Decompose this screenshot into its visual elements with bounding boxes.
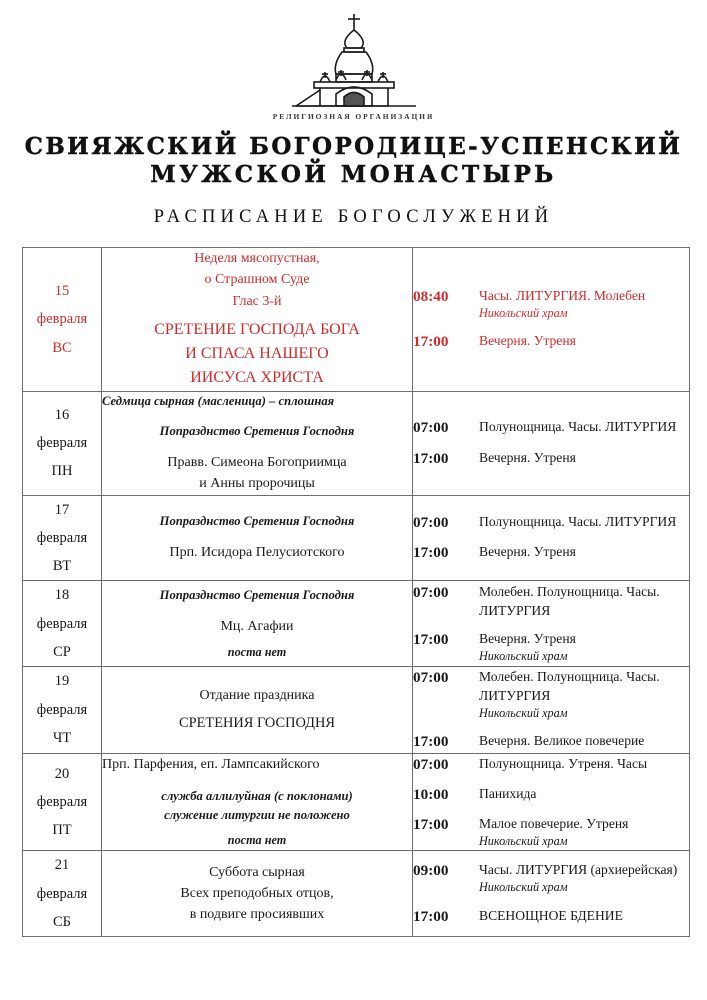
description-line: о Страшном Суде — [204, 272, 310, 288]
service-location: Никольский храм — [479, 306, 568, 321]
description-line: Глас 3-й — [232, 293, 282, 309]
description-line: Прп. Парфения, еп. Лампсакийского — [102, 757, 320, 773]
description-cell — [102, 248, 413, 392]
date-dow: ВС — [52, 339, 72, 356]
services-cell — [413, 667, 690, 753]
service-line: Часы. ЛИТУРГИЯ. Молебен — [479, 288, 646, 304]
date-dow: ЧТ — [52, 729, 72, 746]
service-entry — [413, 731, 689, 752]
service-line: Вечерня. Утреня — [479, 449, 576, 465]
description-cell — [102, 581, 413, 667]
date-day: 20 — [54, 765, 70, 782]
service-line: Вечерня. Великое повечерие — [479, 733, 645, 749]
service-line: Панихида — [479, 785, 537, 801]
service-description — [479, 814, 689, 850]
service-line: Часы. ЛИТУРГИЯ (архиерейская) — [479, 862, 678, 878]
description-line: Седмица сырная (масленица) – сплошная — [102, 393, 335, 408]
service-entry — [413, 331, 689, 352]
table-row — [23, 753, 690, 851]
service-entry — [413, 417, 689, 438]
description-line: Мц. Агафии — [220, 618, 294, 634]
service-time: 07:00 — [413, 419, 449, 437]
service-description — [479, 417, 689, 436]
service-description — [479, 731, 689, 750]
description-line: служба аллилуйная (с поклонами) — [161, 788, 353, 803]
service-description — [479, 512, 689, 531]
logo-block — [0, 0, 707, 121]
service-description — [479, 331, 689, 350]
service-location: Никольский храм — [479, 649, 568, 664]
description-cell — [102, 753, 413, 851]
date-cell — [23, 495, 102, 581]
service-time: 08:40 — [413, 288, 449, 306]
service-time: 17:00 — [413, 544, 449, 562]
description-line: ИИСУСА ХРИСТА — [190, 369, 324, 387]
description-cell — [102, 667, 413, 753]
service-schedule-table — [22, 247, 690, 937]
table-row — [23, 391, 690, 495]
service-line: Полунощница. Часы. ЛИТУРГИЯ — [479, 514, 677, 530]
services-cell — [413, 391, 690, 495]
date-dow: ВТ — [52, 558, 72, 575]
description-line: Всех преподобных отцов, — [180, 886, 334, 901]
table-row — [23, 581, 690, 667]
description-line: в подвиге просиявших — [189, 907, 325, 923]
date-month: февраля — [36, 793, 88, 810]
table-row — [23, 667, 690, 753]
service-time: 07:00 — [413, 669, 449, 687]
services-cell — [413, 248, 690, 392]
date-cell — [23, 753, 102, 851]
service-description — [479, 754, 689, 773]
service-description — [479, 906, 689, 925]
date-month: февраля — [36, 701, 88, 718]
service-entry — [413, 667, 689, 722]
table-row — [23, 851, 690, 937]
service-entry — [413, 512, 689, 533]
service-line: Полунощница. Утреня. Часы — [479, 755, 648, 771]
schedule-subtitle: РАСПИСАНИЕ БОГОСЛУЖЕНИЙ — [153, 207, 554, 228]
date-day: 17 — [54, 501, 70, 518]
date-month: февраля — [36, 311, 88, 328]
service-time: 10:00 — [413, 785, 449, 803]
services-cell — [413, 495, 690, 581]
service-description — [479, 286, 689, 322]
description-line: поста нет — [227, 832, 287, 847]
service-entry — [413, 542, 689, 563]
service-time: 07:00 — [413, 514, 449, 532]
service-line: Вечерня. Утреня — [479, 631, 576, 647]
description-line: служение литургии не положено — [164, 807, 350, 822]
service-line: Малое повечерие. Утреня — [479, 816, 629, 832]
table-row — [23, 248, 690, 392]
title-line-2: МУЖСКОЙ МОНАСТЫРЬ — [150, 161, 557, 189]
service-line: Молебен. Полунощница. Часы. — [479, 669, 660, 685]
date-month: февраля — [36, 615, 88, 632]
logo-caption: РЕЛИГИОЗНАЯ ОРГАНИЗАЦИЯ — [272, 112, 435, 121]
service-description — [479, 629, 689, 665]
service-line: Вечерня. Утреня — [479, 333, 576, 349]
date-cell — [23, 667, 102, 753]
service-time: 17:00 — [413, 733, 449, 751]
service-description — [479, 667, 689, 722]
date-dow: ПТ — [52, 822, 72, 839]
service-time: 17:00 — [413, 449, 449, 467]
service-entry — [413, 814, 689, 850]
table-row — [23, 495, 690, 581]
service-time: 07:00 — [413, 755, 449, 773]
monastery-church-icon — [284, 10, 424, 110]
description-line: поста нет — [227, 645, 287, 660]
services-cell — [413, 851, 690, 937]
date-dow: ПН — [51, 463, 73, 480]
service-entry — [413, 906, 689, 927]
service-time: 09:00 — [413, 862, 449, 880]
service-description — [479, 542, 689, 561]
description-line: СРЕТЕНИЕ ГОСПОДА БОГА — [154, 320, 360, 338]
date-day: 21 — [54, 857, 70, 874]
date-dow: СР — [53, 643, 71, 660]
service-time: 07:00 — [413, 584, 449, 602]
service-entry — [413, 629, 689, 665]
service-line: ЛИТУРГИЯ — [479, 688, 551, 704]
date-month: февраля — [36, 435, 88, 451]
date-cell — [23, 581, 102, 667]
service-time: 17:00 — [413, 907, 449, 925]
services-cell — [413, 753, 690, 851]
description-line: Отдание праздника — [199, 688, 315, 704]
service-description — [479, 448, 689, 467]
service-entry — [413, 448, 689, 469]
service-line: Полунощница. Часы. ЛИТУРГИЯ — [479, 419, 677, 435]
description-line: Прп. Исидора Пелусиотского — [169, 545, 345, 561]
service-entry — [413, 784, 689, 805]
service-description — [479, 784, 689, 803]
service-line: Молебен. Полунощница. Часы. — [479, 584, 660, 600]
service-time: 17:00 — [413, 631, 449, 649]
service-line: Вечерня. Утреня — [479, 544, 576, 560]
services-cell — [413, 581, 690, 667]
description-line: И СПАСА НАШЕГО — [185, 345, 329, 363]
description-line: Неделя мясопустная, — [194, 251, 320, 266]
title-line-1: СВИЯЖСКИЙ БОГОРОДИЦЕ-УСПЕНСКИЙ — [24, 133, 683, 160]
date-cell — [23, 391, 102, 495]
page-title — [0, 133, 707, 189]
service-time: 17:00 — [413, 816, 449, 834]
description-cell — [102, 851, 413, 937]
description-line: и Анны пророчицы — [199, 476, 315, 492]
date-cell — [23, 851, 102, 937]
description-line: Попразднство Сретения Господня — [159, 423, 355, 438]
date-month: февраля — [36, 529, 88, 546]
date-day: 16 — [54, 406, 70, 423]
date-cell — [23, 248, 102, 392]
description-line: Правв. Симеона Богоприимца — [167, 455, 347, 471]
date-dow: СБ — [53, 913, 71, 930]
service-line: ВСЕНОЩНОЕ БДЕНИЕ — [479, 907, 623, 923]
description-line: Попразднство Сретения Господня — [159, 587, 355, 602]
date-month: февраля — [36, 885, 88, 902]
service-line: ЛИТУРГИЯ — [479, 603, 551, 619]
description-line: Суббота сырная — [209, 864, 305, 880]
service-entry — [413, 286, 689, 322]
service-entry — [413, 754, 689, 775]
date-day: 18 — [54, 587, 70, 604]
description-cell — [102, 391, 413, 495]
description-line: СРЕТЕНИЯ ГОСПОДНЯ — [179, 714, 335, 731]
service-location: Никольский храм — [479, 706, 568, 721]
service-description — [479, 582, 689, 620]
service-entry — [413, 860, 689, 896]
service-time: 17:00 — [413, 333, 449, 351]
service-description — [479, 860, 689, 896]
service-entry — [413, 582, 689, 620]
service-location: Никольский храм — [479, 880, 568, 895]
date-day: 19 — [54, 673, 70, 690]
description-line: Попразднство Сретения Господня — [159, 514, 355, 529]
service-location: Никольский храм — [479, 834, 568, 849]
description-cell — [102, 495, 413, 581]
date-day: 15 — [54, 282, 70, 299]
